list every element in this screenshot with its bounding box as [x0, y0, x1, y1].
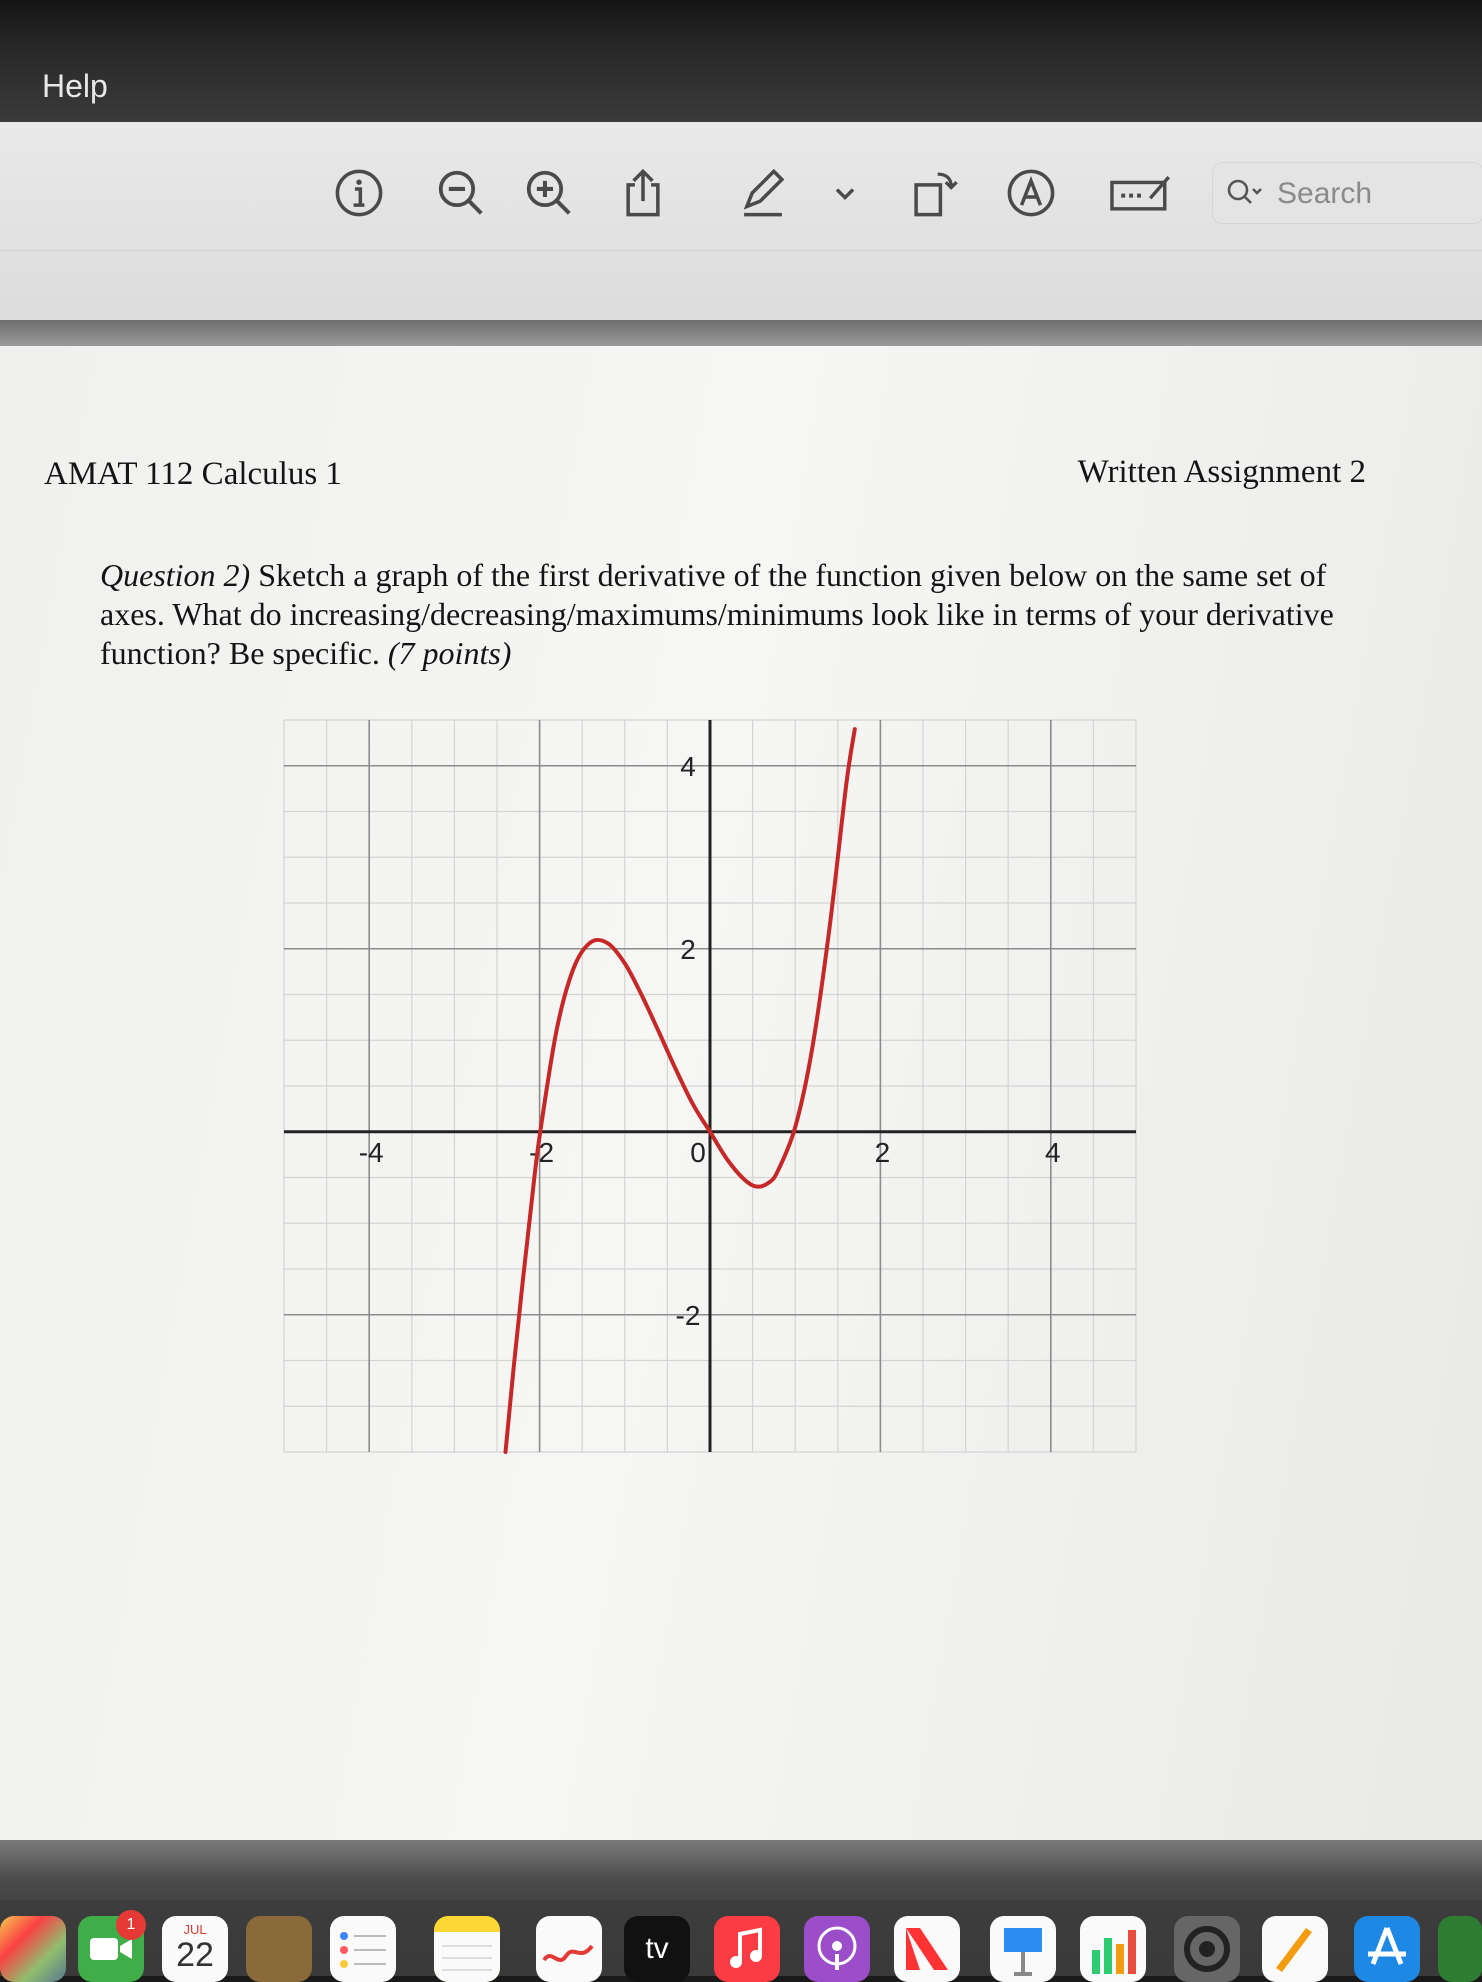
info-icon[interactable] — [332, 166, 386, 220]
function-graph — [270, 712, 1150, 1460]
window-gutter — [0, 320, 1482, 346]
share-icon[interactable] — [616, 166, 670, 220]
dock-app-icon-partial[interactable] — [1438, 1916, 1482, 1982]
tv-app-label: tv — [645, 1932, 669, 1965]
chevron-down-icon[interactable] — [822, 166, 868, 220]
keynote-app-icon[interactable] — [990, 1916, 1056, 1982]
podcasts-app-icon[interactable] — [804, 1916, 870, 1982]
document-page — [0, 346, 1482, 1840]
markup-circle-icon[interactable] — [1004, 166, 1058, 220]
tv-app-icon[interactable] — [624, 1916, 690, 1982]
question-body: Sketch a graph of the first derivative of the function given below on the same set of axes. What do increasing/decreasing/maximums/minimums look like in terms of your derivative function? Be specific. — [100, 557, 1334, 671]
toolbar-divider — [0, 250, 1482, 251]
numbers-app-icon[interactable] — [1080, 1916, 1146, 1982]
y-tick-label: -2 — [675, 1299, 701, 1331]
zoom-out-icon[interactable] — [434, 166, 488, 220]
form-fill-icon[interactable] — [1108, 166, 1174, 220]
question-points: (7 points) — [387, 635, 512, 671]
reminders-app-icon[interactable] — [330, 1916, 396, 1982]
calendar-month: JUL — [183, 1922, 207, 1937]
menu-bar — [0, 0, 1482, 122]
course-title: AMAT 112 Calculus 1 — [44, 456, 342, 492]
x-tick-label: 0 — [690, 1136, 706, 1168]
search-icon — [1225, 177, 1265, 209]
pages-app-icon[interactable] — [1262, 1916, 1328, 1982]
markup-pen-icon[interactable] — [736, 166, 790, 220]
function-curve — [506, 729, 855, 1452]
app-store-app-icon[interactable] — [1354, 1916, 1420, 1982]
y-tick-label: 2 — [680, 933, 696, 965]
freeform-app-icon[interactable] — [536, 1916, 602, 1982]
system-settings-app-icon[interactable] — [1174, 1916, 1240, 1982]
facetime-badge: 1 — [116, 1910, 146, 1940]
x-tick-label: 2 — [874, 1136, 891, 1168]
x-tick-label: 4 — [1045, 1136, 1061, 1168]
news-app-icon[interactable] — [894, 1916, 960, 1982]
search-input[interactable] — [1275, 173, 1479, 215]
search-field[interactable] — [1212, 162, 1482, 224]
calendar-day: 22 — [176, 1936, 214, 1974]
zoom-in-icon[interactable] — [522, 166, 576, 220]
x-tick-label: -2 — [529, 1136, 555, 1168]
menu-help[interactable]: Help — [42, 68, 108, 104]
music-app-icon[interactable] — [714, 1916, 780, 1982]
photos-app-icon[interactable] — [0, 1916, 66, 1982]
x-tick-label: -4 — [358, 1136, 384, 1168]
question-label: Question 2) — [100, 557, 251, 593]
contacts-app-icon[interactable] — [246, 1916, 312, 1982]
y-tick-label: 4 — [680, 750, 696, 782]
question-text — [100, 556, 1370, 673]
rotate-icon[interactable] — [908, 166, 962, 220]
calendar-app-icon[interactable] — [162, 1916, 228, 1982]
assignment-title: Written Assignment 2 — [1077, 454, 1366, 490]
preview-toolbar — [0, 122, 1482, 321]
notes-app-icon[interactable] — [434, 1916, 500, 1982]
